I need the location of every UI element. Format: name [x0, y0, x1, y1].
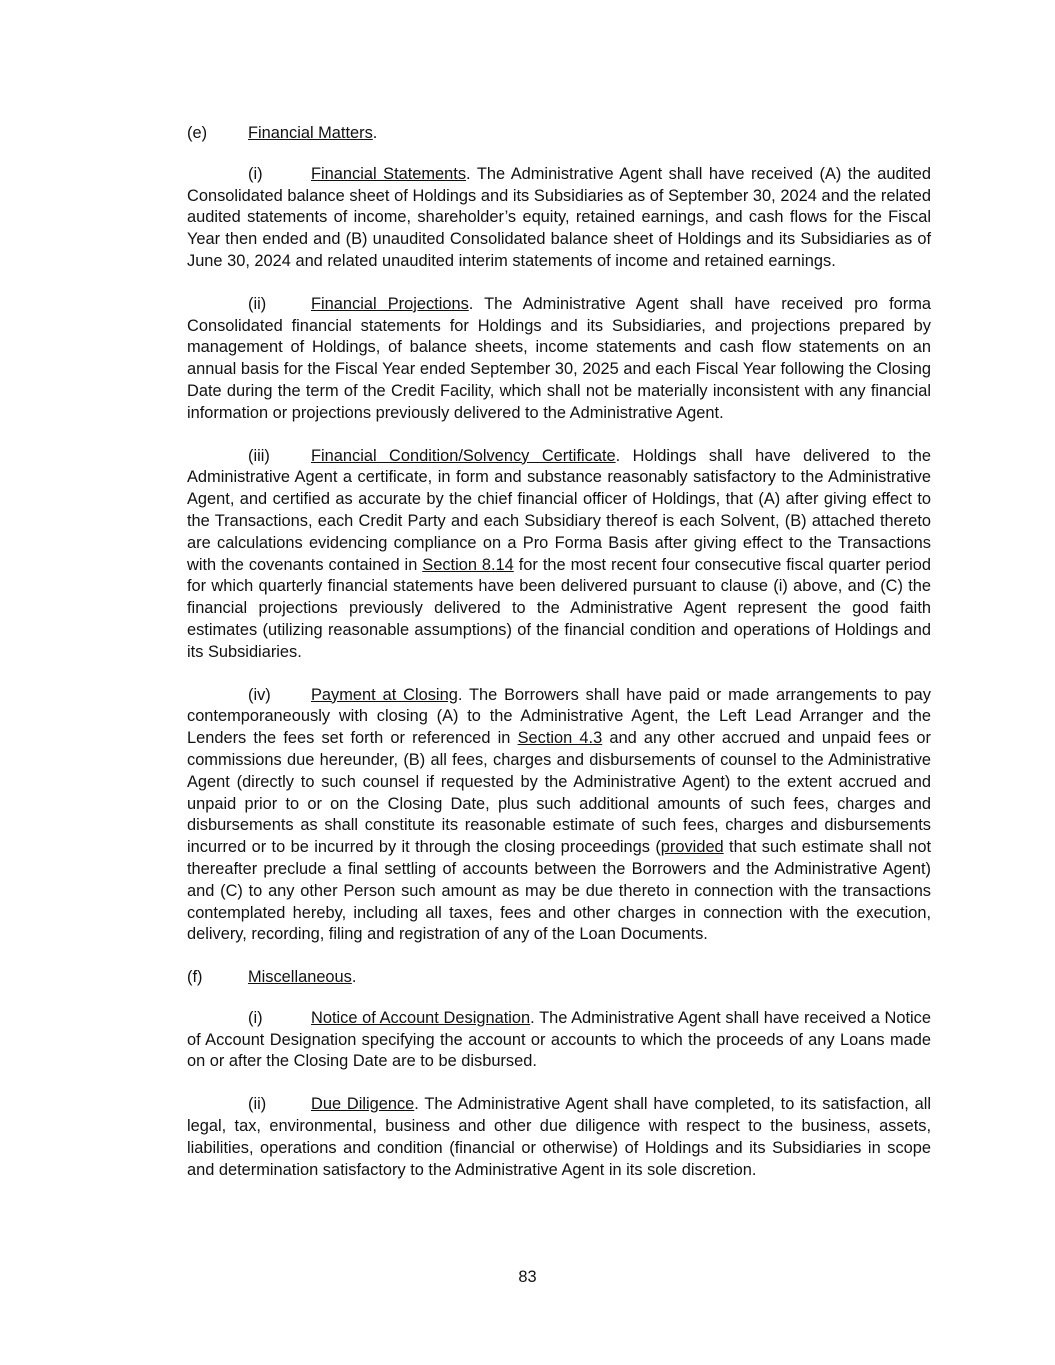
clause-title: Financial Condition/Solvency Certificate — [311, 446, 616, 465]
section-label: (e) — [187, 124, 208, 142]
clause-text: that such estimate shall not thereafter preclude a final settling of accounts between the Borrowers and the Administrative Agent) and (C) to any other Person such amount as may be due thereto in connection with the transactions contemplated hereby, including all taxes, fees and other charges in connection with the execution, delivery, recording, filing and registration of any of the Loan Documents. — [187, 838, 931, 944]
clause-payment-at-closing — [187, 685, 931, 947]
clause-text: and any other accrued and unpaid fees or commissions due hereunder, (B) all fees, charges and disbursements of counsel to the Administrative Agent (directly to such counsel if requested by the Administrative Agent) to the extent accrued and unpaid prior to or on the Closing Date, plus such additional amounts of such fees, charges and disbursements as shall constitute its reasonable estimate of such fees, charges and disbursements incurred or to be incurred by it through the closing proceedings ( — [187, 729, 931, 857]
section-title-punctuation: . — [372, 124, 378, 142]
section-heading-f — [187, 967, 931, 989]
clause-title: Financial Statements — [311, 164, 467, 183]
clause-due-diligence — [187, 1094, 931, 1181]
section-reference: Section 4.3 — [517, 729, 603, 748]
clause-text: . The Administrative Agent shall have received a Notice of Account Designation specifying the account or accounts to which the proceeds of any Loans made on or after the Closing Date are to be disbursed. — [187, 1008, 931, 1071]
clause-financial-statements — [187, 164, 931, 273]
clause-title: Due Diligence — [311, 1095, 415, 1114]
clause-text: . The Administrative Agent shall have received pro forma Consolidated financial statements for Holdings and its Subsidiaries, and projections prepared by management of Holdings, of balance sheets, income statements and cash flow statements on an annual basis for the Fiscal Year ended September 30, 2025 and each Fiscal Year following the Closing Date during the term of the Credit Facility, which shall not be materially inconsistent with any financial information or projections previously delivered to the Administrative Agent. — [187, 294, 931, 422]
page-number: 83 — [518, 1268, 537, 1286]
clause-label: (iv) — [248, 685, 271, 704]
clause-text: . Holdings shall have delivered to the Administrative Agent a certificate, in form and substance reasonably satisfactory to the Administrative Agent, and certified as accurate by the chief financial officer of Holdings, that (A) after giving effect to the Transactions, each Credit Party and each Subsidiary thereof is each Solvent, (B) attached thereto are calculations evidencing compliance on a Pro Forma Basis after giving effect to the Transactions with the covenants contained in — [187, 446, 931, 574]
section-reference: Section 8.14 — [422, 555, 514, 574]
section-title-punctuation: . — [351, 968, 357, 987]
clause-title: Notice of Account Designation — [311, 1008, 531, 1027]
clause-label: (ii) — [248, 1095, 267, 1114]
clause-title: Payment at Closing — [311, 685, 458, 704]
clause-financial-projections — [187, 294, 931, 425]
clause-solvency-certificate — [187, 446, 931, 664]
clause-label: (i) — [248, 164, 263, 183]
clause-label: (ii) — [248, 294, 267, 313]
proviso-term: provided — [660, 838, 724, 857]
clause-label: (iii) — [248, 446, 270, 465]
clause-text: . The Administrative Agent shall have completed, to its satisfaction, all legal, tax, environmental, business and other due diligence with respect to the business, assets, liabilities, operations and condition (financial or otherwise) of Holdings and its Subsidiaries in scope and determination satisfactory to the Administrative Agent in its sole discretion. — [187, 1095, 931, 1179]
section-title: Financial Matters — [248, 124, 373, 142]
section-heading-e — [187, 123, 931, 145]
clause-text: . The Borrowers shall have paid or made arrangements to pay contemporaneously with closing (A) to the Administrative Agent, the Left Lead Arranger and the Lenders the fees set forth or referenced in — [187, 685, 931, 748]
clause-text: for the most recent four consecutive fiscal quarter period for which quarterly financial statements have been delivered pursuant to clause (i) above, and (C) the financial projections previously delivered to the Administrative Agent represent the good faith estimates (utilizing reasonable assumptions) of the financial condition and operations of Holdings and its Subsidiaries. — [187, 555, 932, 661]
clause-title: Financial Projections — [311, 294, 469, 313]
clause-label: (i) — [248, 1008, 263, 1027]
document-body — [187, 123, 931, 1202]
section-label: (f) — [187, 968, 203, 987]
clause-text: . The Administrative Agent shall have received (A) the audited Consolidated balance sheet of Holdings and its Subsidiaries as of September 30, 2024 and the related audited statements of income, shareholder’s equity, retained earnings, and cash flows for the Fiscal Year then ended and (B) unaudited Consolidated balance sheet of Holdings and its Subsidiaries as of June 30, 2024 and related unaudited interim statements of income and retained earnings. — [187, 164, 931, 270]
clause-notice-of-account-designation — [187, 1008, 931, 1073]
section-title: Miscellaneous — [248, 968, 352, 987]
